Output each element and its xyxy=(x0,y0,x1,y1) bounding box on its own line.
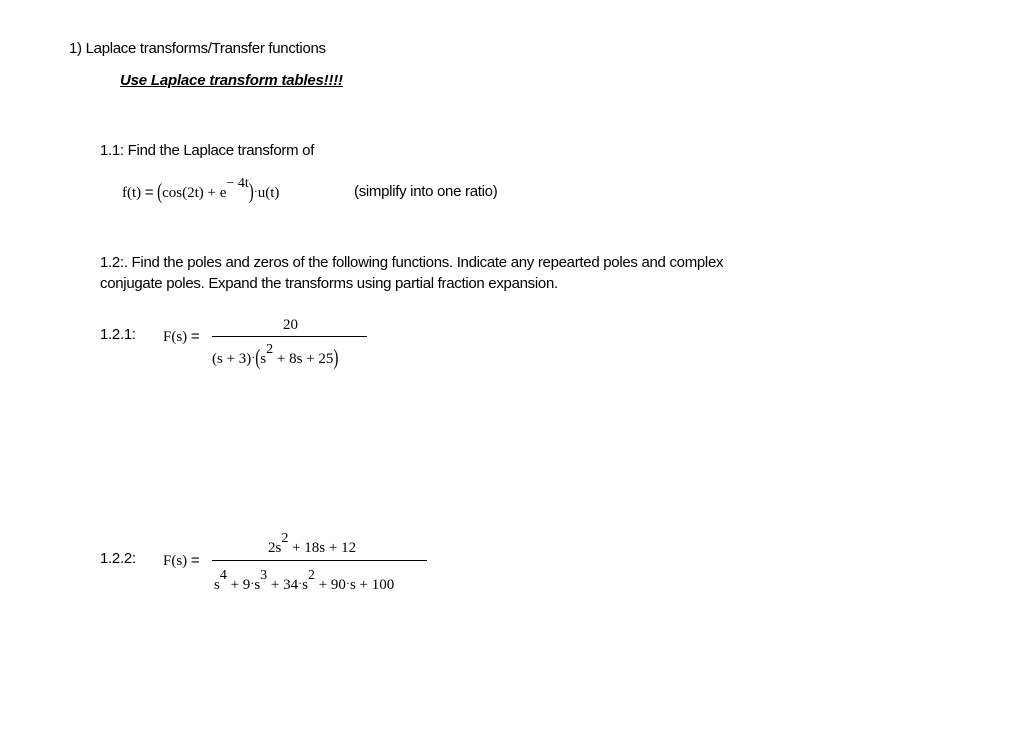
den-s3: s xyxy=(302,577,308,593)
num-rest: + 18s + 12 xyxy=(292,540,357,556)
equals-sign: = xyxy=(190,552,200,569)
question-1-2-1-denominator xyxy=(212,342,339,371)
question-1-2-1-label: 1.2.1: xyxy=(100,326,136,343)
den-s1: s xyxy=(214,577,220,593)
fraction-bar-2 xyxy=(212,560,427,561)
exp-base: e xyxy=(219,185,227,201)
close-paren: ) xyxy=(248,181,254,205)
question-1-2-prompt-line2: conjugate poles. Expand the transforms using partial fraction expansion. xyxy=(100,275,558,292)
den-s2: s xyxy=(254,577,261,593)
den-factor-1: (s + 3) xyxy=(212,351,252,367)
question-1-2-2-numerator xyxy=(268,531,357,557)
F-of-s: F(s) xyxy=(163,553,188,569)
close-paren: ) xyxy=(333,347,339,371)
question-1-1-prompt: 1.1: Find the Laplace transform of xyxy=(100,142,315,159)
cos-term: cos(2t) xyxy=(162,185,204,201)
equals-sign: = xyxy=(190,328,200,345)
times-dot: · xyxy=(250,576,255,590)
section-subtitle: Use Laplace transform tables!!!! xyxy=(120,72,343,89)
times-dot: · xyxy=(253,184,258,198)
equals-sign: = xyxy=(144,184,154,201)
den-power-3: 2 xyxy=(307,568,315,583)
question-1-2-2-denominator xyxy=(214,568,395,594)
question-1-2-2-lhs xyxy=(163,552,199,570)
times-dot: · xyxy=(298,576,303,590)
den-rest: + 8s + 25 xyxy=(276,351,334,367)
den-power: 2 xyxy=(266,342,274,357)
den-s: s xyxy=(260,351,267,367)
open-paren: ( xyxy=(157,181,163,205)
times-dot: · xyxy=(251,350,256,364)
num-term-1: 2s xyxy=(268,540,282,556)
times-dot: · xyxy=(345,576,350,590)
fraction-bar-1 xyxy=(212,336,367,337)
question-1-2-2-label: 1.2.2: xyxy=(100,550,136,567)
unit-step: u(t) xyxy=(257,185,280,201)
question-1-1-note: (simplify into one ratio) xyxy=(354,183,498,200)
den-term-4: + 90 xyxy=(318,577,346,593)
den-term-3: + 34 xyxy=(270,577,299,593)
f-of-t: f(t) xyxy=(122,185,142,201)
den-term-2: + 9 xyxy=(230,577,251,593)
question-1-2-1-lhs xyxy=(163,328,199,346)
open-paren: ( xyxy=(255,347,261,371)
plus-sign: + xyxy=(207,185,216,201)
F-of-s: F(s) xyxy=(163,329,188,345)
question-1-2-prompt-line1: 1.2:. Find the poles and zeros of the following functions. Indicate any repearted poles and complex xyxy=(100,254,724,271)
den-power-1: 4 xyxy=(219,568,227,583)
question-1-2-1-numerator: 20 xyxy=(283,317,298,333)
section-title: 1) Laplace transforms/Transfer functions xyxy=(69,40,326,57)
den-power-2: 3 xyxy=(260,568,268,583)
den-term-5: s + 100 xyxy=(349,577,395,593)
num-power: 2 xyxy=(281,531,289,546)
exponent: − 4t xyxy=(226,176,249,191)
question-1-1-equation xyxy=(122,176,280,205)
